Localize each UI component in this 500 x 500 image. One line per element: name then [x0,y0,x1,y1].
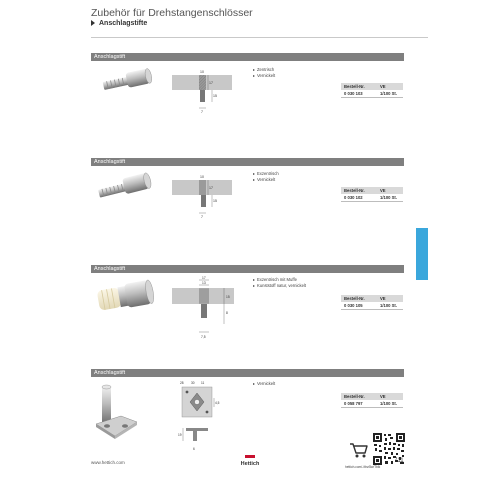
section-4-features [253,381,275,387]
section-3-title: Anschlagstift [94,266,126,272]
unit-value: 1/100 St. [377,302,403,310]
section-4-dim-e: 19 [178,433,182,437]
bullet-icon [253,383,255,385]
section-4-dim-b: 30 [191,381,195,385]
footer-url[interactable]: www.hettich.com [91,460,125,465]
section-1-dim-d: 10 [200,70,204,74]
bullet-icon [253,173,255,175]
section-1-dim-c: 7 [201,110,203,114]
bullet-icon [253,279,255,281]
bullet-icon [253,75,255,77]
section-3-dim-c: 15 [226,295,230,299]
section-1-bar [91,53,404,61]
section-2-dim-d: 10 [200,175,204,179]
unit-header: VE [377,83,403,90]
unit-header: VE [377,187,403,194]
section-2-dim-a: 17 [209,186,213,190]
section-3-drawing [172,276,234,342]
svg-text:Hettich: Hettich [240,461,260,467]
section-1-product-image [99,66,155,96]
order-no-value: 0 030 102 [341,194,377,202]
order-no-value: 0 030 103 [341,90,377,98]
header-divider [91,37,428,38]
section-3-dim-b: 13 [202,281,206,285]
section-1-features [253,67,275,79]
section-3-dim-a: 17 [202,276,206,280]
section-2-order-table [341,187,403,202]
section-2-dim-b: 15 [213,199,217,203]
unit-value: 1/100 St. [377,194,403,202]
feature-item: Vernickelt [253,73,275,79]
section-4-dim-a: 28 [180,381,184,385]
section-4-dim-d: 4,5 [215,401,220,405]
section-2-features [253,171,279,183]
page-number: 711 [394,458,404,464]
section-4-bar [91,369,404,377]
chapter-tab [416,228,428,280]
order-no-header: Bestell-Nr. [341,295,377,302]
hettich-logo [236,455,264,467]
section-1-order-table [341,83,403,98]
bullet-icon [253,285,255,287]
unit-header: VE [377,393,403,400]
unit-header: VE [377,295,403,302]
section-4-drawing [176,380,224,456]
triangle-bullet-icon [91,20,95,26]
page-subtitle-text: Anschlagstifte [99,20,148,27]
feature-item: Exzentrisch [253,171,279,177]
section-2-drawing [172,175,232,223]
feature-item: Vernickelt [253,177,279,183]
feature-item: Zentrisch [253,67,275,73]
page-subtitle [91,20,147,27]
order-no-value: 0 058 797 [341,400,377,408]
shopping-cart-icon[interactable] [349,441,369,459]
feature-item: Exzentrisch mit Muffe [253,277,306,283]
section-4-title: Anschlagstift [94,370,126,376]
section-4-dim-f: 6 [193,447,195,451]
section-3-bar [91,265,404,273]
section-4-product-image [93,382,143,444]
section-4-dim-c: 11 [201,381,205,385]
section-3-order-table [341,295,403,310]
order-no-header: Bestell-Nr. [341,83,377,90]
bullet-icon [253,69,255,71]
feature-item: Kunststoff natur, vernickelt [253,283,306,289]
bullet-icon [253,179,255,181]
section-1-dim-a: 17 [209,81,213,85]
section-3-dim-e: 7,5 [201,335,206,339]
section-2-dim-c: 7 [201,215,203,219]
section-4-order-table [341,393,403,408]
section-2-bar [91,158,404,166]
section-3-features [253,277,306,289]
section-3-dim-d: 8 [226,311,228,315]
section-1-title: Anschlagstift [94,54,126,60]
order-no-header: Bestell-Nr. [341,187,377,194]
order-no-value: 0 030 105 [341,302,377,310]
unit-value: 1/100 St. [377,90,403,98]
section-2-product-image [96,170,156,202]
unit-value: 1/100 St. [377,400,403,408]
order-no-header: Bestell-Nr. [341,393,377,400]
section-1-dim-b: 15 [213,94,217,98]
section-3-product-image [95,278,157,314]
section-2-title: Anschlagstift [94,159,126,165]
section-1-drawing [172,70,232,118]
qr-caption: hettich.com/-/tbv/8w/Tblk [345,465,381,469]
page-title: Zubehör für Drehstangenschlösser [91,7,253,19]
feature-item: Vernickelt [253,381,275,387]
